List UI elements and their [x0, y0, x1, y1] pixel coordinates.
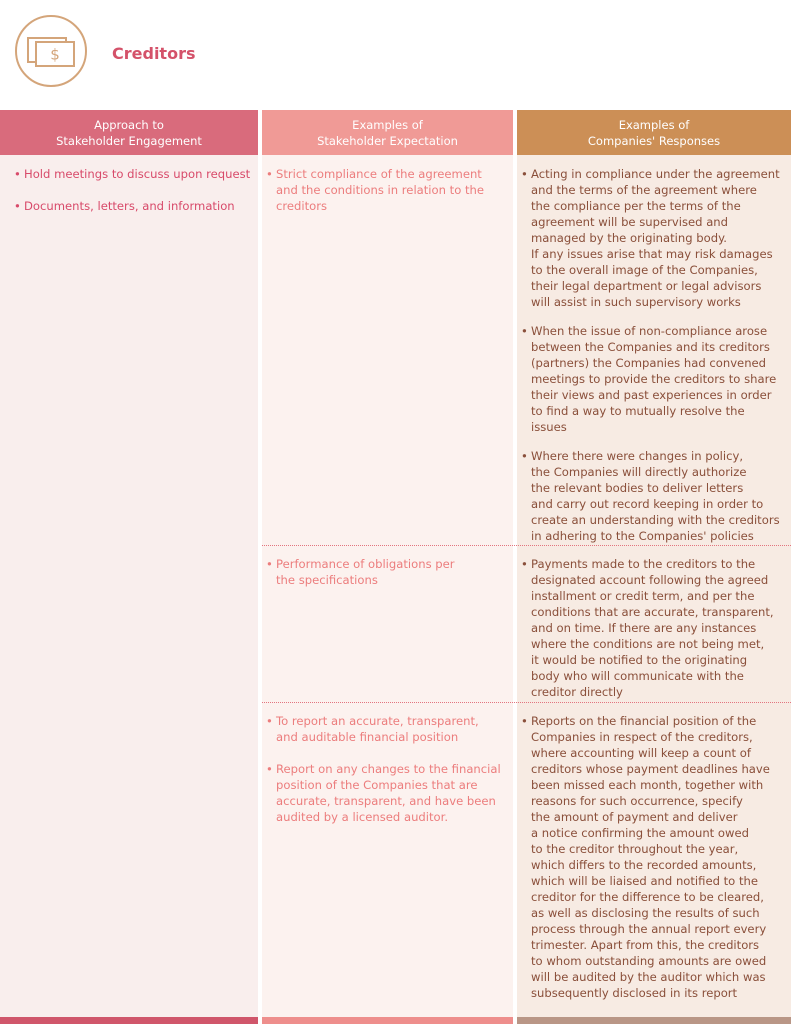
response-item: • Acting in compliance under the agreement and the terms of the agreement where the compliance per the terms of the agreement will be supervised and managed by the originating body. If any issues arise that may risk damages to the overall image of the Companies, their legal department or legal advisors will assist in such supervisory works: [521, 166, 791, 310]
expectation-list-row-3: [266, 713, 514, 841]
approach-column-footer-bar: [0, 1017, 258, 1024]
response-item: • Payments made to the creditors to the designated account following the agreed installment or credit term, and per the conditions that are accurate, transparent, and on time. If there are any instances where the conditions are not being met, it would be notified to the originating body who will communicate with the creditor directly: [521, 556, 791, 700]
expectation-column-footer-bar: [262, 1017, 513, 1024]
money-bill-icon: [15, 15, 87, 87]
response-list-row-1: [521, 166, 791, 557]
approach-item: • Documents, letters, and information: [14, 198, 250, 214]
approach-column-header: Approach to Stakeholder Engagement: [0, 110, 258, 155]
response-list-row-3: [521, 713, 791, 1014]
approach-column: [0, 110, 258, 1024]
approach-list: [14, 166, 250, 230]
response-column-header: Examples of Companies' Responses: [517, 110, 791, 155]
response-column-footer-bar: [517, 1017, 791, 1024]
response-item: • Reports on the financial position of the Companies in respect of the creditors, where accounting will keep a count of creditors whose payment deadlines have been missed each month, together with reasons for such occurrence, specify the amount of payment and deliver a notice confirming the amount owed to the creditor throughout the year, which differs to the recorded amounts, which will be liaised and notified to the creditor for the difference to be cleared, as well as disclosing the results of such process through the annual report every trimester. Apart from this, the creditors to whom outstanding amounts are owed will be audited by the auditor which was subsequently disclosed in its report: [521, 713, 791, 1001]
expectation-item: • To report an accurate, transparent, and auditable financial position: [266, 713, 514, 745]
expectation-list-row-2: [266, 556, 514, 604]
row-divider: [262, 545, 791, 546]
response-item: • When the issue of non-compliance arose between the Companies and its creditors (partners) the Companies had convened meetings to provide the creditors to share their views and past experiences in order to find a way to mutually resolve the issues: [521, 323, 791, 435]
response-item: • Where there were changes in policy, the Companies will directly authorize the relevant bodies to deliver letters and carry out record keeping in order to create an understanding with the creditors in adhering to the Companies' policies: [521, 448, 791, 544]
response-list-row-2: [521, 556, 791, 713]
expectation-item: • Report on any changes to the financial position of the Companies that are accurate, transparent, and have been audited by a licensed auditor.: [266, 761, 514, 825]
expectation-list-row-1: [266, 166, 514, 230]
expectation-item: • Strict compliance of the agreement and the conditions in relation to the creditors: [266, 166, 514, 214]
row-divider: [262, 702, 791, 703]
expectation-column-header: Examples of Stakeholder Expectation: [262, 110, 513, 155]
expectation-item: • Performance of obligations per the specifications: [266, 556, 514, 588]
approach-item: • Hold meetings to discuss upon request: [14, 166, 250, 182]
svg-text:$: $: [50, 45, 60, 64]
page-title: Creditors: [112, 44, 196, 63]
